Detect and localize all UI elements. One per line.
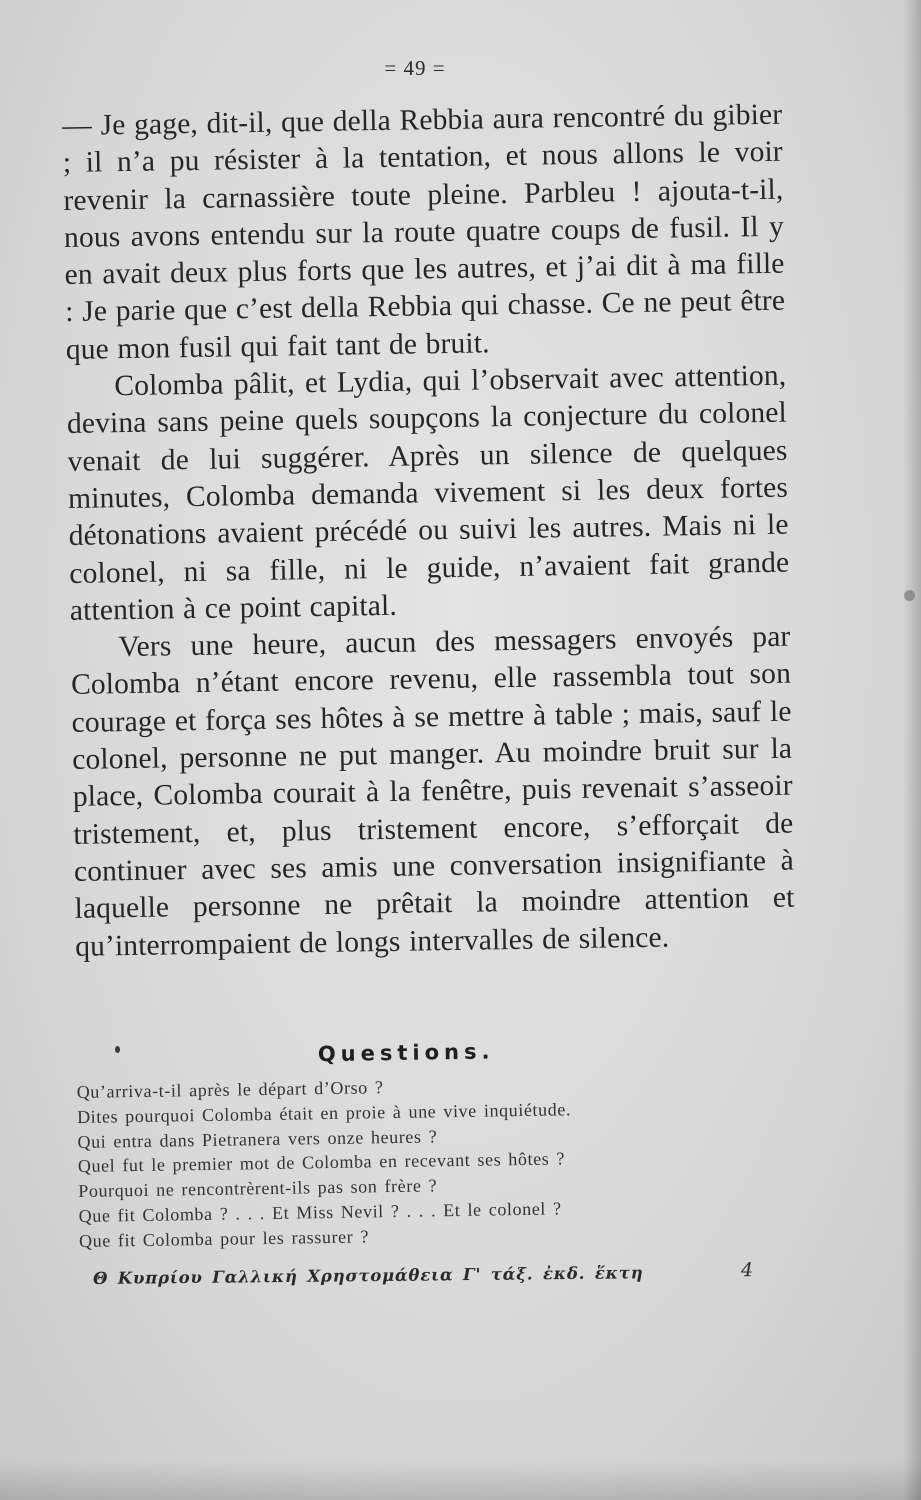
question-item: Que fit Colomba ? . . . Et Miss Nevil ? . . . Et le colonel ? <box>78 1198 562 1226</box>
page-number: = 49 = <box>384 56 446 80</box>
margin-speck <box>904 590 915 601</box>
question-list <box>77 1070 730 1254</box>
question-item: Quel fut le premier mot de Colomba en recevant ses hôtes ? <box>77 1148 566 1177</box>
paragraph: Colomba pâlit, et Lydia, qui l’observait avec attention, devina sans peine quels soupçons la conjecture du colonel venait de lui suggérer. Après un silence de quelques minutes, Colomba demanda vivement si les deux fortes détonations avaient précédé ou suivi les autres. Mais ni le colonel, ni sa fille, ni le guide, n’avaient fait grande attention à ce point capital. <box>66 359 790 627</box>
body-text <box>62 97 795 966</box>
question-item: Dites pourquoi Colomba était en proie à une vive inquiétude. <box>76 1099 572 1127</box>
page-footer <box>93 1259 754 1289</box>
question-item: Qu’arriva-t-il après le départ d’Orso ? <box>76 1077 384 1102</box>
question-item: Que fit Colomba pour les rassurer ? <box>78 1226 370 1251</box>
page-bottom-shadow <box>0 1460 921 1500</box>
question-item: Qui entra dans Pietranera vers onze heures ? <box>77 1125 438 1152</box>
paragraph: Vers une heure, aucun des messagers envoyés par Colomba n’étant encore revenu, elle rassembla tout son courage et força ses hôtes à se mettre à table ; mais, sauf le colonel, personne ne put manger. Au moindre bruit sur la place, Colomba courait à la fenêtre, puis revenait s’asseoir tristement, et, plus tristement encore, s’efforçait de continuer avec ses amis une conversation insignifiante à laquelle personne ne prêtait la moindre attention et qu’interrompaient de longs intervalles de silence. <box>70 620 795 963</box>
questions-section <box>76 1036 729 1254</box>
paragraph: — Je gage, dit-il, que della Rebbia aura rencontré du gibier ; il n’a pu résister à la tentation, et nous allons le voir revenir la carnassière toute pleine. Parbleu ! ajouta-t-il, nous avons entendu sur la route quatre coups de fusil. Il y en avait deux plus forts que les autres, et j’ai dit à ma fille : Je parie que c’est della Rebbia qui chasse. Ce ne peut être que mon fusil qui fait tant de bruit. <box>62 98 786 366</box>
page-edge-shadow <box>903 0 921 1500</box>
question-item: Pourquoi ne rencontrèrent-ils pas son frère ? <box>78 1175 438 1202</box>
footer-book-title: Θ Κυπρίου Γαλλική Χρηστομάθεια Γ' τάξ. ἐκδ. ἕκτη <box>93 1263 644 1288</box>
questions-heading: Questions. <box>317 1039 495 1067</box>
signature-mark: 4 <box>740 1259 754 1282</box>
